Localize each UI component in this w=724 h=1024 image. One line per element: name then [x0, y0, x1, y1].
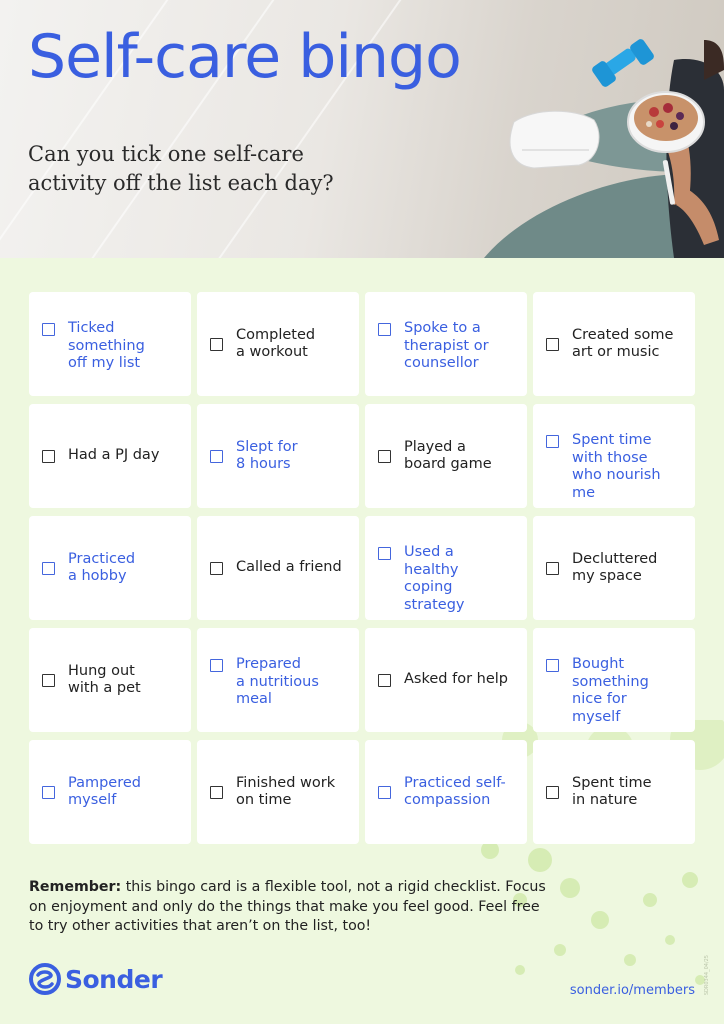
bingo-cell-label: Bought something nice for myself: [572, 656, 649, 725]
members-link[interactable]: sonder.io/members: [569, 983, 695, 998]
bingo-cell[interactable]: [197, 292, 359, 396]
bingo-cell[interactable]: [533, 628, 695, 732]
bingo-cell[interactable]: [197, 628, 359, 732]
bingo-cell[interactable]: [533, 292, 695, 396]
bingo-cell-label: Ticked something off my list: [68, 320, 145, 371]
checkbox[interactable]: [378, 547, 391, 560]
sonder-logo: [29, 963, 162, 995]
bingo-cell-label: Had a PJ day: [68, 447, 160, 464]
bingo-cell[interactable]: [29, 628, 191, 732]
bingo-cell[interactable]: [365, 404, 527, 508]
checkbox[interactable]: [546, 659, 559, 672]
bingo-cell-label: Prepared a nutritious meal: [236, 656, 319, 707]
page-title: Self-care bingo: [28, 22, 461, 92]
checkbox[interactable]: [378, 674, 391, 687]
checkbox[interactable]: [42, 323, 55, 336]
bingo-board: [29, 292, 695, 844]
checkbox[interactable]: [210, 450, 223, 463]
bingo-cell[interactable]: [533, 404, 695, 508]
document-code: SDR0344_04/25: [704, 955, 710, 996]
checkbox[interactable]: [210, 786, 223, 799]
bingo-cell[interactable]: [365, 628, 527, 732]
reminder-note: [29, 878, 549, 937]
checkbox[interactable]: [378, 323, 391, 336]
bingo-cell[interactable]: [29, 292, 191, 396]
bingo-cell-label: Created some art or music: [572, 326, 674, 360]
bingo-cell-label: Spent time in nature: [572, 774, 652, 808]
reminder-label: Remember:: [29, 879, 122, 895]
bingo-cell[interactable]: [533, 740, 695, 844]
page-subtitle: Can you tick one self-care activity off the list each day?: [28, 142, 334, 195]
bingo-cell[interactable]: [29, 404, 191, 508]
checkbox[interactable]: [546, 435, 559, 448]
checkbox[interactable]: [378, 450, 391, 463]
checkbox[interactable]: [42, 562, 55, 575]
reminder-text: this bingo card is a flexible tool, not a rigid checklist. Focus on enjoyment and only do the things that make you feel good. Feel free to try other activities that aren’t on the list, too!: [29, 879, 546, 934]
sonder-logo-icon: [29, 963, 61, 995]
bingo-cell[interactable]: [29, 740, 191, 844]
checkbox[interactable]: [42, 450, 55, 463]
bingo-cell-label: Practiced a hobby: [68, 550, 136, 584]
checkbox[interactable]: [210, 562, 223, 575]
bingo-cell-label: Slept for 8 hours: [236, 438, 298, 472]
bingo-cell-label: Decluttered my space: [572, 550, 658, 584]
bingo-cell-label: Practiced self- compassion: [404, 774, 506, 808]
bingo-cell-label: Played a board game: [404, 438, 492, 472]
checkbox[interactable]: [42, 786, 55, 799]
bingo-cell[interactable]: [197, 516, 359, 620]
bingo-cell[interactable]: [29, 516, 191, 620]
bingo-cell-label: Pampered myself: [68, 774, 141, 808]
checkbox[interactable]: [210, 659, 223, 672]
bingo-cell-label: Completed a workout: [236, 326, 316, 360]
bingo-cell[interactable]: [365, 740, 527, 844]
bingo-cell-label: Asked for help: [404, 671, 508, 688]
bingo-cell-label: Finished work on time: [236, 774, 336, 808]
checkbox[interactable]: [546, 786, 559, 799]
bingo-cell-label: Used a healthy coping strategy: [404, 544, 465, 613]
bingo-cell[interactable]: [365, 292, 527, 396]
brand-name: Sonder: [65, 964, 163, 994]
bingo-cell-label: Spoke to a therapist or counsellor: [404, 320, 489, 371]
checkbox[interactable]: [546, 338, 559, 351]
bingo-cell[interactable]: [365, 516, 527, 620]
checkbox[interactable]: [546, 562, 559, 575]
bingo-cell[interactable]: [533, 516, 695, 620]
bingo-cell[interactable]: [197, 740, 359, 844]
checkbox[interactable]: [210, 338, 223, 351]
bingo-cell[interactable]: [197, 404, 359, 508]
bingo-cell-label: Hung out with a pet: [68, 662, 141, 696]
checkbox[interactable]: [42, 674, 55, 687]
checkbox[interactable]: [378, 786, 391, 799]
hero-banner: [0, 0, 724, 258]
bingo-cell-label: Called a friend: [236, 559, 342, 576]
bingo-cell-label: Spent time with those who nourish me: [572, 432, 661, 501]
